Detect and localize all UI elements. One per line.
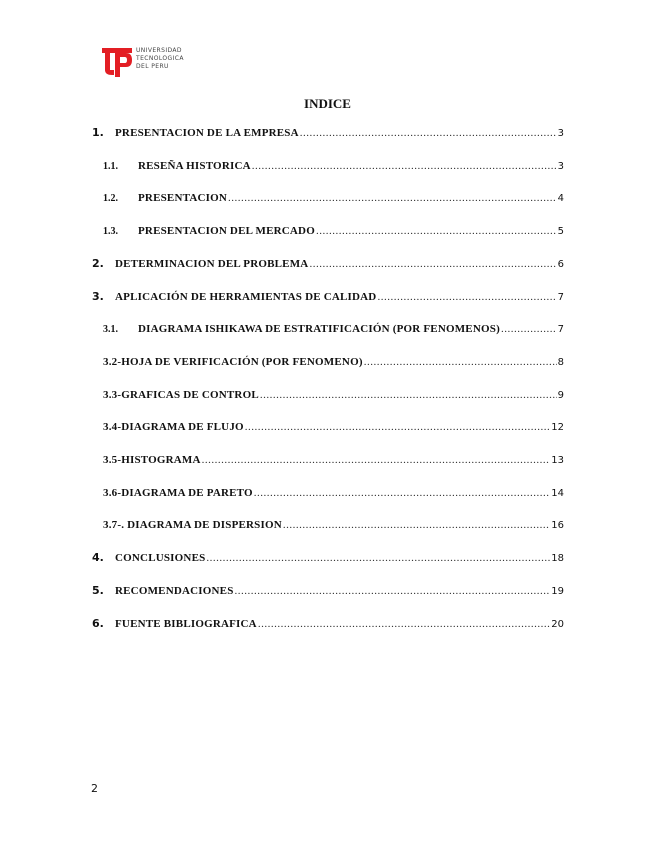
- toc-entry-page: 7: [557, 292, 564, 303]
- toc-entry[interactable]: [92, 551, 564, 566]
- toc-entry-label: 3.3-GRAFICAS DE CONTROL: [103, 389, 259, 401]
- toc-entry[interactable]: [92, 257, 564, 272]
- toc-dot-leader: [254, 486, 551, 500]
- toc-dot-leader: [300, 126, 557, 140]
- toc-entry-label: RECOMENDACIONES: [115, 585, 234, 597]
- toc-entry[interactable]: [103, 191, 564, 206]
- logo-wordmark: [136, 47, 184, 71]
- toc-entry[interactable]: [92, 290, 564, 305]
- toc-entry[interactable]: [103, 159, 564, 174]
- toc-dot-leader: [235, 584, 551, 598]
- toc-entry-number: 3.1.: [103, 324, 118, 335]
- toc-entry-number: 2.: [92, 257, 104, 270]
- toc-entry-number: 1.2.: [103, 193, 118, 204]
- toc-dot-leader: [501, 322, 557, 336]
- toc-entry-label: CONCLUSIONES: [115, 552, 206, 564]
- toc-entry-number: 3.: [92, 290, 104, 303]
- toc-entry-label: APLICACIÓN DE HERRAMIENTAS DE CALIDAD: [115, 291, 377, 303]
- toc-entry-label: PRESENTACION: [138, 192, 227, 204]
- toc-entry-page: 6: [557, 259, 564, 270]
- toc-entry[interactable]: [92, 584, 564, 599]
- toc-entry-number: 1.: [92, 126, 104, 139]
- toc-dot-leader: [309, 257, 556, 271]
- toc-dot-leader: [316, 224, 557, 238]
- toc-entry-label: RESEÑA HISTORICA: [138, 160, 251, 172]
- toc-entry[interactable]: [103, 453, 564, 468]
- toc-entry-number: 1.3.: [103, 226, 118, 237]
- toc-entry[interactable]: [103, 355, 564, 370]
- logo-line-1: UNIVERSIDAD: [136, 47, 182, 54]
- toc-entry[interactable]: [92, 617, 564, 632]
- toc-entry-page: 3: [557, 161, 564, 172]
- toc-entry-label: 3.4-DIAGRAMA DE FLUJO: [103, 421, 244, 433]
- toc-dot-leader: [228, 191, 557, 205]
- toc-entry[interactable]: [103, 420, 564, 435]
- toc-dot-leader: [252, 159, 557, 173]
- toc-entry-number: 1.1.: [103, 161, 118, 172]
- toc-entry-label: 3.2-HOJA DE VERIFICACIÓN (POR FENOMENO): [103, 356, 363, 368]
- toc-dot-leader: [260, 388, 557, 402]
- toc-entry-page: 13: [551, 455, 564, 466]
- toc-entry-page: 9: [557, 390, 564, 401]
- toc-entry-page: 12: [551, 422, 564, 433]
- utp-logo-icon: [102, 44, 132, 77]
- toc-entry-page: 18: [551, 553, 564, 564]
- toc-entry-label: PRESENTACION DEL MERCADO: [138, 225, 315, 237]
- toc-dot-leader: [245, 420, 550, 434]
- toc-dot-leader: [364, 355, 557, 369]
- toc-entry-page: 16: [551, 520, 564, 531]
- toc-dot-leader: [202, 453, 551, 467]
- toc-entry-page: 3: [557, 128, 564, 139]
- toc-entry-number: 4.: [92, 551, 104, 564]
- toc-dot-leader: [206, 551, 550, 565]
- toc-entry-page: 19: [551, 586, 564, 597]
- toc-entry-page: 14: [551, 488, 564, 499]
- toc-entry-page: 8: [557, 357, 564, 368]
- logo-line-2: TECNOLOGICA: [136, 55, 184, 62]
- toc-entry-page: 20: [551, 619, 564, 630]
- toc-entry-label: PRESENTACION DE LA EMPRESA: [115, 127, 299, 139]
- toc-entry[interactable]: [103, 486, 564, 501]
- toc-entry[interactable]: [92, 126, 564, 141]
- toc-entry-label: 3.5-HISTOGRAMA: [103, 454, 201, 466]
- toc-dot-leader: [283, 518, 550, 532]
- toc-entry-page: 7: [557, 324, 564, 335]
- toc-entry[interactable]: [103, 388, 564, 403]
- toc-entry-number: 6.: [92, 617, 104, 630]
- toc-entry-label: 3.6-DIAGRAMA DE PARETO: [103, 487, 253, 499]
- university-logo: [102, 44, 192, 78]
- toc-entry[interactable]: [103, 518, 564, 533]
- logo-line-3: DEL PERU: [136, 63, 169, 70]
- toc-entry[interactable]: [103, 322, 564, 337]
- toc-dot-leader: [377, 290, 556, 304]
- toc-entry-page: 5: [557, 226, 564, 237]
- toc-entry-page: 4: [557, 193, 564, 204]
- document-title: INDICE: [304, 96, 351, 111]
- toc-entry-number: 5.: [92, 584, 104, 597]
- toc-entry-label: FUENTE BIBLIOGRAFICA: [115, 618, 257, 630]
- toc-entry[interactable]: [103, 224, 564, 239]
- toc-entry-label: DIAGRAMA ISHIKAWA DE ESTRATIFICACIÓN (POR FENOMENOS): [138, 323, 500, 335]
- toc-entry-label: DETERMINACION DEL PROBLEMA: [115, 258, 309, 270]
- toc-dot-leader: [258, 617, 550, 631]
- toc-entry-label: 3.7-. DIAGRAMA DE DISPERSION: [103, 519, 282, 531]
- page-number: 2: [91, 782, 98, 795]
